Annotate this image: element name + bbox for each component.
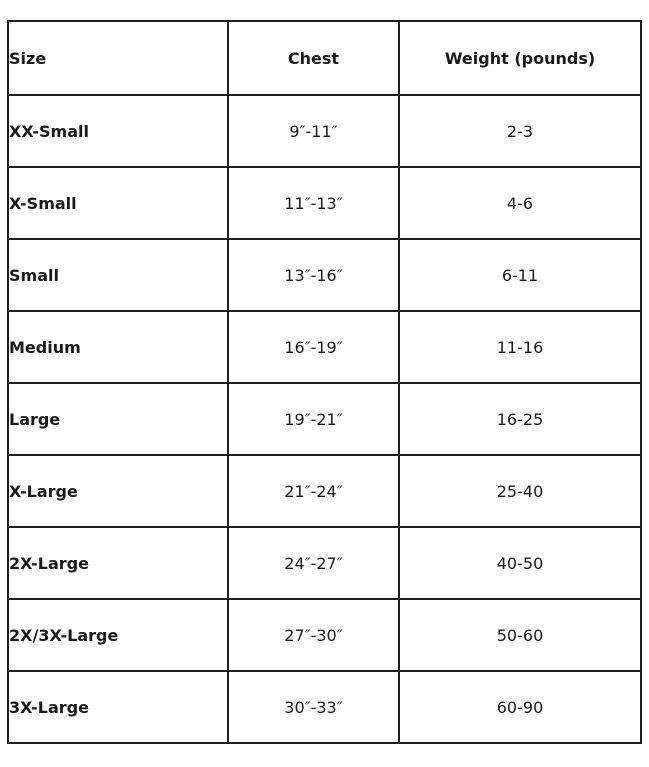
size-cell: XX-Small xyxy=(8,95,228,167)
chest-cell: 27″-30″ xyxy=(228,599,399,671)
table-row xyxy=(8,527,641,599)
chest-cell: 9″-11″ xyxy=(228,95,399,167)
table-header-row xyxy=(8,21,641,95)
table-row xyxy=(8,599,641,671)
weight-cell: 25-40 xyxy=(399,455,641,527)
table-row xyxy=(8,239,641,311)
table-row xyxy=(8,167,641,239)
weight-cell: 11-16 xyxy=(399,311,641,383)
table-row xyxy=(8,455,641,527)
weight-cell: 50-60 xyxy=(399,599,641,671)
size-chart-table xyxy=(7,20,642,744)
header-chest: Chest xyxy=(228,21,399,95)
weight-cell: 60-90 xyxy=(399,671,641,743)
header-weight: Weight (pounds) xyxy=(399,21,641,95)
weight-cell: 16-25 xyxy=(399,383,641,455)
table-row xyxy=(8,311,641,383)
size-cell: X-Small xyxy=(8,167,228,239)
chest-cell: 30″-33″ xyxy=(228,671,399,743)
weight-cell: 4-6 xyxy=(399,167,641,239)
table-row xyxy=(8,95,641,167)
table-row xyxy=(8,383,641,455)
chest-cell: 13″-16″ xyxy=(228,239,399,311)
size-cell: Large xyxy=(8,383,228,455)
size-cell: Small xyxy=(8,239,228,311)
weight-cell: 6-11 xyxy=(399,239,641,311)
size-cell: 3X-Large xyxy=(8,671,228,743)
chest-cell: 11″-13″ xyxy=(228,167,399,239)
chest-cell: 21″-24″ xyxy=(228,455,399,527)
chest-cell: 24″-27″ xyxy=(228,527,399,599)
size-cell: 2X/3X-Large xyxy=(8,599,228,671)
size-cell: X-Large xyxy=(8,455,228,527)
table-row xyxy=(8,671,641,743)
size-cell: 2X-Large xyxy=(8,527,228,599)
chest-cell: 19″-21″ xyxy=(228,383,399,455)
size-cell: Medium xyxy=(8,311,228,383)
weight-cell: 40-50 xyxy=(399,527,641,599)
header-size: Size xyxy=(8,21,228,95)
weight-cell: 2-3 xyxy=(399,95,641,167)
chest-cell: 16″-19″ xyxy=(228,311,399,383)
